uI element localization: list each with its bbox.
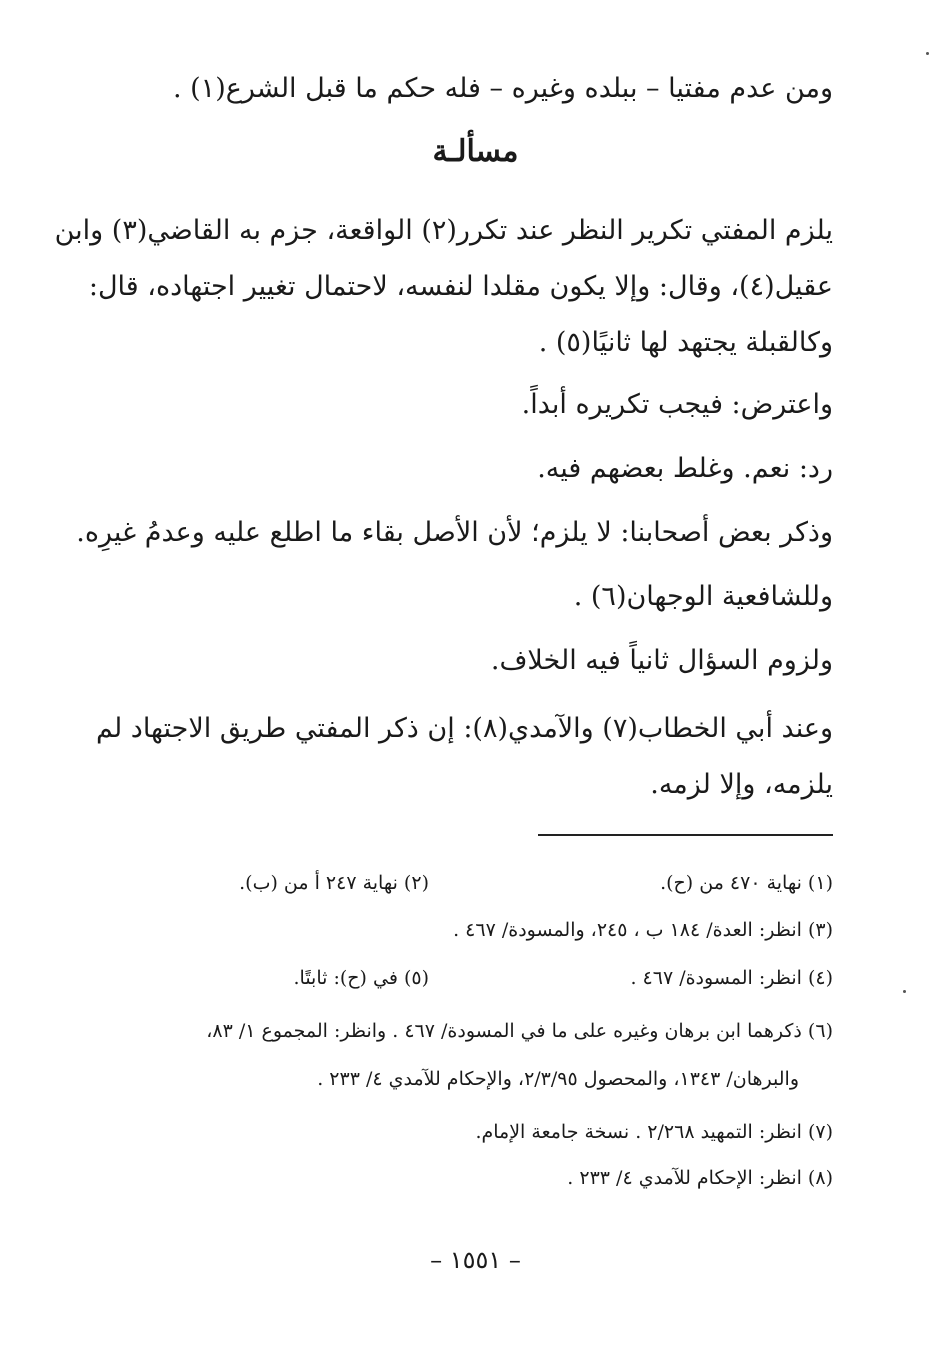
text-line: ولزوم السؤال ثانياً فيه الخلاف. [490,645,833,676]
footnote: (٤) انظر: المسودة/ ٤٦٧ . [630,967,833,989]
section-heading: مسألـة [432,134,519,169]
footnote-separator [538,834,833,836]
scan-speck [926,52,929,55]
footnote: (١) نهاية ٤٧٠ من (ح). [660,872,833,894]
page-number: – ١٥٥١ – [430,1246,521,1274]
text-line: ومن عدم مفتيا – ببلده وغيره – فله حكم ما قبل الشرع(١) . [172,73,833,104]
text-line: وعند أبي الخطاب(٧) والآمدي(٨): إن ذكر المفتي طريق الاجتهاد لم [96,713,833,744]
text-line: يلزم المفتي تكرير النظر عند تكرر(٢) الواقعة، جزم به القاضي(٣) وابن [54,215,833,246]
text-line: وذكر بعض أصحابنا: لا يلزم؛ لأن الأصل بقاء ما اطلع عليه وعدمُ غيرِه. [76,517,833,548]
footnote: (٥) في (ح): ثابتًا. [293,967,429,989]
footnote: (٧) انظر: التمهيد ٢/٢٦٨ . نسخة جامعة الإمام. [475,1121,833,1143]
text-line: يلزمه، وإلا لزمه. [650,769,833,800]
footnote-continuation: والبرهان/ ١٣٤٣، والمحصول ٢/٣/٩٥، والإحكام للآمدي ٤/ ٢٣٣ . [317,1068,799,1090]
scan-speck [903,990,906,993]
text-line: رد: نعم. وغلط بعضهم فيه. [537,453,833,484]
footnote: (٣) انظر: العدة/ ١٨٤ ب ، ٢٤٥، والمسودة/ ٤٦٧ . [453,919,833,941]
text-line: وكالقبلة يجتهد لها ثانيًا(٥) . [538,327,833,358]
footnote: (٢) نهاية ٢٤٧ أ من (ب). [239,872,429,894]
footnote: (٦) ذكرهما ابن برهان وغيره على ما في المسودة/ ٤٦٧ . وانظر: المجموع ١/ ٨٣، [206,1020,833,1042]
footnote: (٨) انظر: الإحكام للآمدي ٤/ ٢٣٣ . [567,1167,833,1189]
text-line: واعترض: فيجب تكريره أبداً. [521,389,833,420]
text-line: وللشافعية الوجهان(٦) . [573,581,833,612]
text-line: عقيل(٤)، وقال: وإلا يكون مقلدا لنفسه، لاحتمال تغيير اجتهاده، قال: [88,271,833,302]
